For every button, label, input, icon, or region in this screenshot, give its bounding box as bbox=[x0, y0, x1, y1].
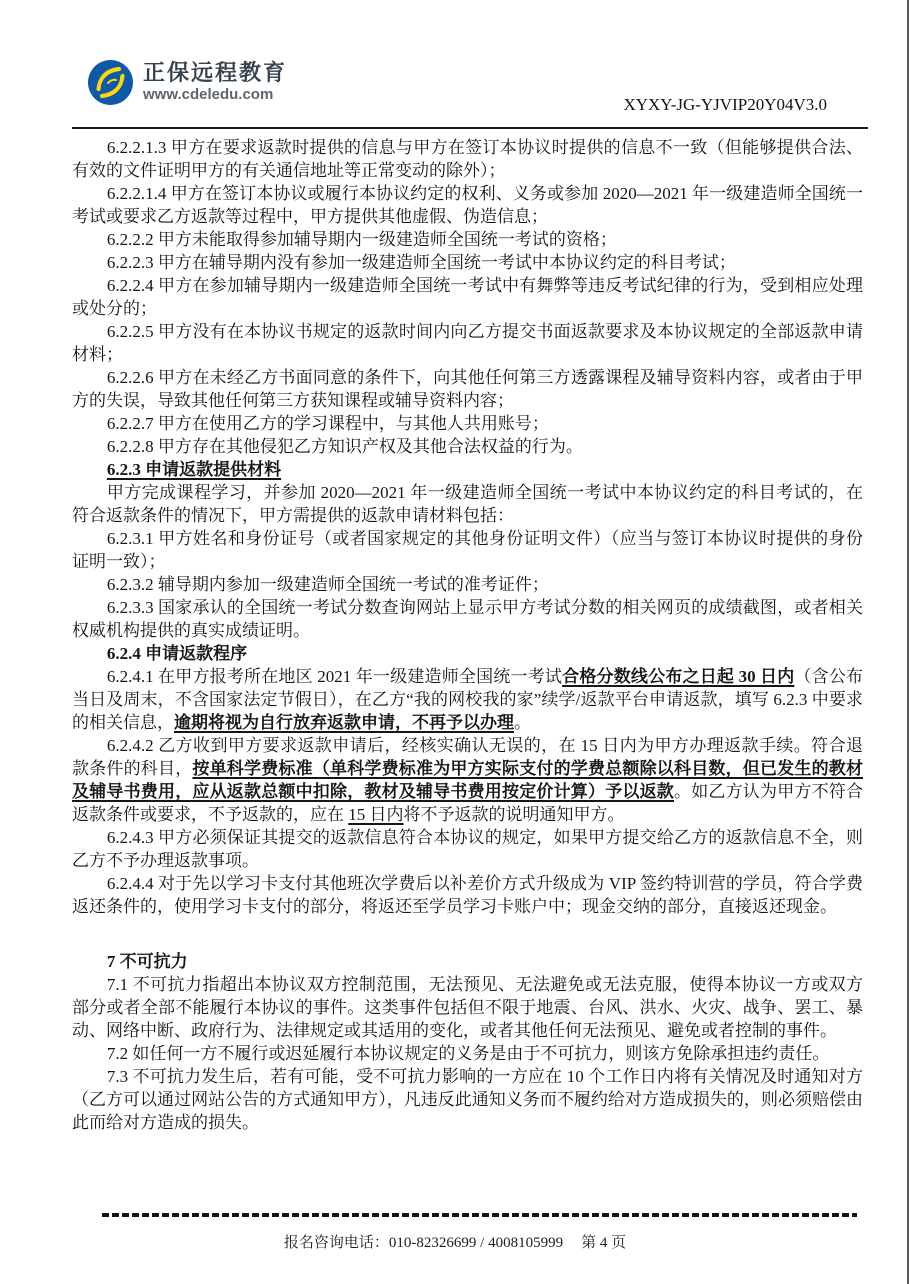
document-body bbox=[72, 136, 863, 1134]
header-divider bbox=[72, 127, 868, 129]
paragraph bbox=[72, 573, 863, 596]
text-run: 逾期将视为自行放弃返款申请，不再予以办理 bbox=[174, 713, 514, 732]
brand-name: 正保远程教育 bbox=[143, 60, 288, 86]
paragraph bbox=[72, 527, 863, 573]
cdeledu-logo-icon bbox=[88, 60, 133, 105]
paragraph bbox=[72, 182, 863, 228]
paragraph bbox=[72, 458, 863, 481]
paragraph bbox=[72, 826, 863, 872]
paragraph bbox=[72, 1065, 863, 1134]
paragraph bbox=[72, 251, 863, 274]
text-run: 6.2.4.3 甲方必须保证其提交的返款信息符合本协议的规定，如果甲方提交给乙方的返款信息不全，则乙方不予办理返款事项。 bbox=[72, 828, 863, 870]
paragraph bbox=[72, 366, 863, 412]
text-run: 将不予返款的说明通知甲方。 bbox=[403, 805, 625, 824]
paragraph bbox=[72, 320, 863, 366]
text-run: 6.2.4.2 乙方收到甲方要求返款申请后，经核实确认无误的，在 15 日内为甲方办理返款手续。符合退款条件的科目， bbox=[72, 736, 863, 778]
brand-website: www.cdeledu.com bbox=[143, 85, 274, 103]
footer-dashed-divider bbox=[102, 1213, 857, 1217]
text-run: 6.2.4.1 在甲方报考所在地区 2021 年一级建造师全国统一考试 bbox=[106, 667, 563, 686]
paragraph bbox=[72, 481, 863, 527]
paragraph bbox=[72, 872, 863, 918]
text-run: 6.2.2.7 甲方在使用乙方的学习课程中，与其他人共用账号； bbox=[106, 414, 549, 433]
text-run: 6.2.2.2 甲方未能取得参加辅导期内一级建造师全国统一考试的资格； bbox=[106, 230, 617, 249]
text-run: 6.2.3.2 辅导期内参加一级建造师全国统一考试的准考证件； bbox=[106, 575, 549, 594]
text-run: 6.2.4.4 对于先以学习卡支付其他班次学费后以补差价方式升级成为 VIP 签约特训营的学员，符合学费返还条件的，使用学习卡支付的部分，将返还至学员学习卡账户中；现金交纳的部分，直接返还现金。 bbox=[72, 874, 863, 916]
paragraph bbox=[72, 665, 863, 734]
text-run: 6.2.3.1 甲方姓名和身份证号（或者国家规定的其他身份证明文件）（应当与签订本协议时提供的身份证明一致）； bbox=[72, 529, 863, 571]
brand-text-block bbox=[143, 61, 287, 103]
text-run: 7 不可抗力 bbox=[106, 952, 188, 971]
paragraph bbox=[72, 136, 863, 182]
text-run: 合格分数线公布之日起 30 日内 bbox=[562, 667, 795, 686]
text-run: 。 bbox=[514, 713, 531, 732]
page-header bbox=[88, 60, 863, 130]
text-run: 甲方完成课程学习，并参加 2020—2021 年一级建造师全国统一考试中本协议约定的科目考试的，在符合返款条件的情况下，甲方需提供的返款申请材料包括： bbox=[72, 483, 863, 525]
text-run: 15 日内 bbox=[348, 805, 404, 824]
text-run: 6.2.2.1.3 甲方在要求返款时提供的信息与甲方在签订本协议时提供的信息不一致（但能够提供合法、有效的文件证明甲方的有关通信地址等正常变动的除外）； bbox=[72, 138, 863, 180]
document-code: XYXY-JG-YJVIP20Y04V3.0 bbox=[623, 95, 827, 114]
paragraph bbox=[72, 950, 863, 973]
text-run: 6.2.2.4 甲方在参加辅导期内一级建造师全国统一考试中有舞弊等违反考试纪律的行为，受到相应处理或处分的； bbox=[72, 276, 863, 318]
page-right-edge-line bbox=[907, 0, 909, 1284]
paragraph bbox=[72, 435, 863, 458]
footer-phone: 报名咨询电话：010-82326699 / 4008105999 bbox=[283, 1235, 564, 1251]
text-run: 7.2 如任何一方不履行或迟延履行本协议规定的义务是由于不可抗力，则该方免除承担违约责任。 bbox=[106, 1044, 830, 1063]
paragraph bbox=[72, 228, 863, 251]
text-run: 6.2.2.5 甲方没有在本协议书规定的返款时间内向乙方提交书面返款要求及本协议规定的全部返款申请材料； bbox=[72, 322, 863, 364]
text-run: 6.2.3.3 国家承认的全国统一考试分数查询网站上显示甲方考试分数的相关网页的成绩截图，或者相关权威机构提供的真实成绩证明。 bbox=[72, 598, 863, 640]
paragraph bbox=[72, 642, 863, 665]
text-run: 6.2.3 申请返款提供材料 bbox=[106, 460, 282, 479]
paragraph bbox=[72, 734, 863, 826]
text-run: （含公布当日及周末，不含国家法定节假日），在乙方“我的网校我的家”续学/返款平台申请返款，填写 6.2.3 中要求的相关信息， bbox=[72, 667, 864, 732]
text-run: 6.2.4 申请返款程序 bbox=[106, 644, 248, 663]
paragraph bbox=[72, 1042, 863, 1065]
paragraph bbox=[72, 274, 863, 320]
text-run: 6.2.2.8 甲方存在其他侵犯乙方知识产权及其他合法权益的行为。 bbox=[106, 437, 583, 456]
text-run: 7.3 不可抗力发生后，若有可能，受不可抗力影响的一方应在 10 个工作日内将有关情况及时通知对方（乙方可以通过网站公告的方式通知甲方），凡违反此通知义务而不履约给对方造成损失的，则必须赔偿由此而给对方造成的损失。 bbox=[72, 1067, 863, 1132]
paragraph bbox=[72, 412, 863, 435]
text-run: 。如乙方认为甲方不符合返款条件或要求，不予返款的，应在 bbox=[72, 782, 863, 824]
text-run: 按单科学费标准（单科学费标准为甲方实际支付的学费总额除以科目数，但已发生的教材及辅导书费用，应从返款总额中扣除，教材及辅导书费用按定价计算）予以返款 bbox=[72, 759, 864, 801]
text-run: 6.2.2.1.4 甲方在签订本协议或履行本协议约定的权利、义务或参加 2020—2021 年一级建造师全国统一考试或要求乙方返款等过程中，甲方提供其他虚假、伪造信息； bbox=[72, 184, 863, 226]
text-run: 6.2.2.6 甲方在未经乙方书面同意的条件下，向其他任何第三方透露课程及辅导资料内容，或者由于甲方的失误，导致其他任何第三方获知课程或辅导资料内容； bbox=[72, 368, 863, 410]
footer-page-number: 第 4 页 bbox=[581, 1235, 627, 1251]
paragraph bbox=[72, 596, 863, 642]
text-run: 7.1 不可抗力指超出本协议双方控制范围，无法预见、无法避免或无法克服，使得本协议一方或双方部分或者全部不能履行本协议的事件。这类事件包括但不限于地震、台风、洪水、火灾、战争、罢工、暴动、网络中断、政府行为、法律规定或其适用的变化，或者其他任何无法预见、避免或者控制的事件。 bbox=[72, 975, 863, 1040]
paragraph bbox=[72, 973, 863, 1042]
text-run: 6.2.2.3 甲方在辅导期内没有参加一级建造师全国统一考试中本协议约定的科目考试； bbox=[106, 253, 736, 272]
page-footer bbox=[0, 1231, 910, 1252]
